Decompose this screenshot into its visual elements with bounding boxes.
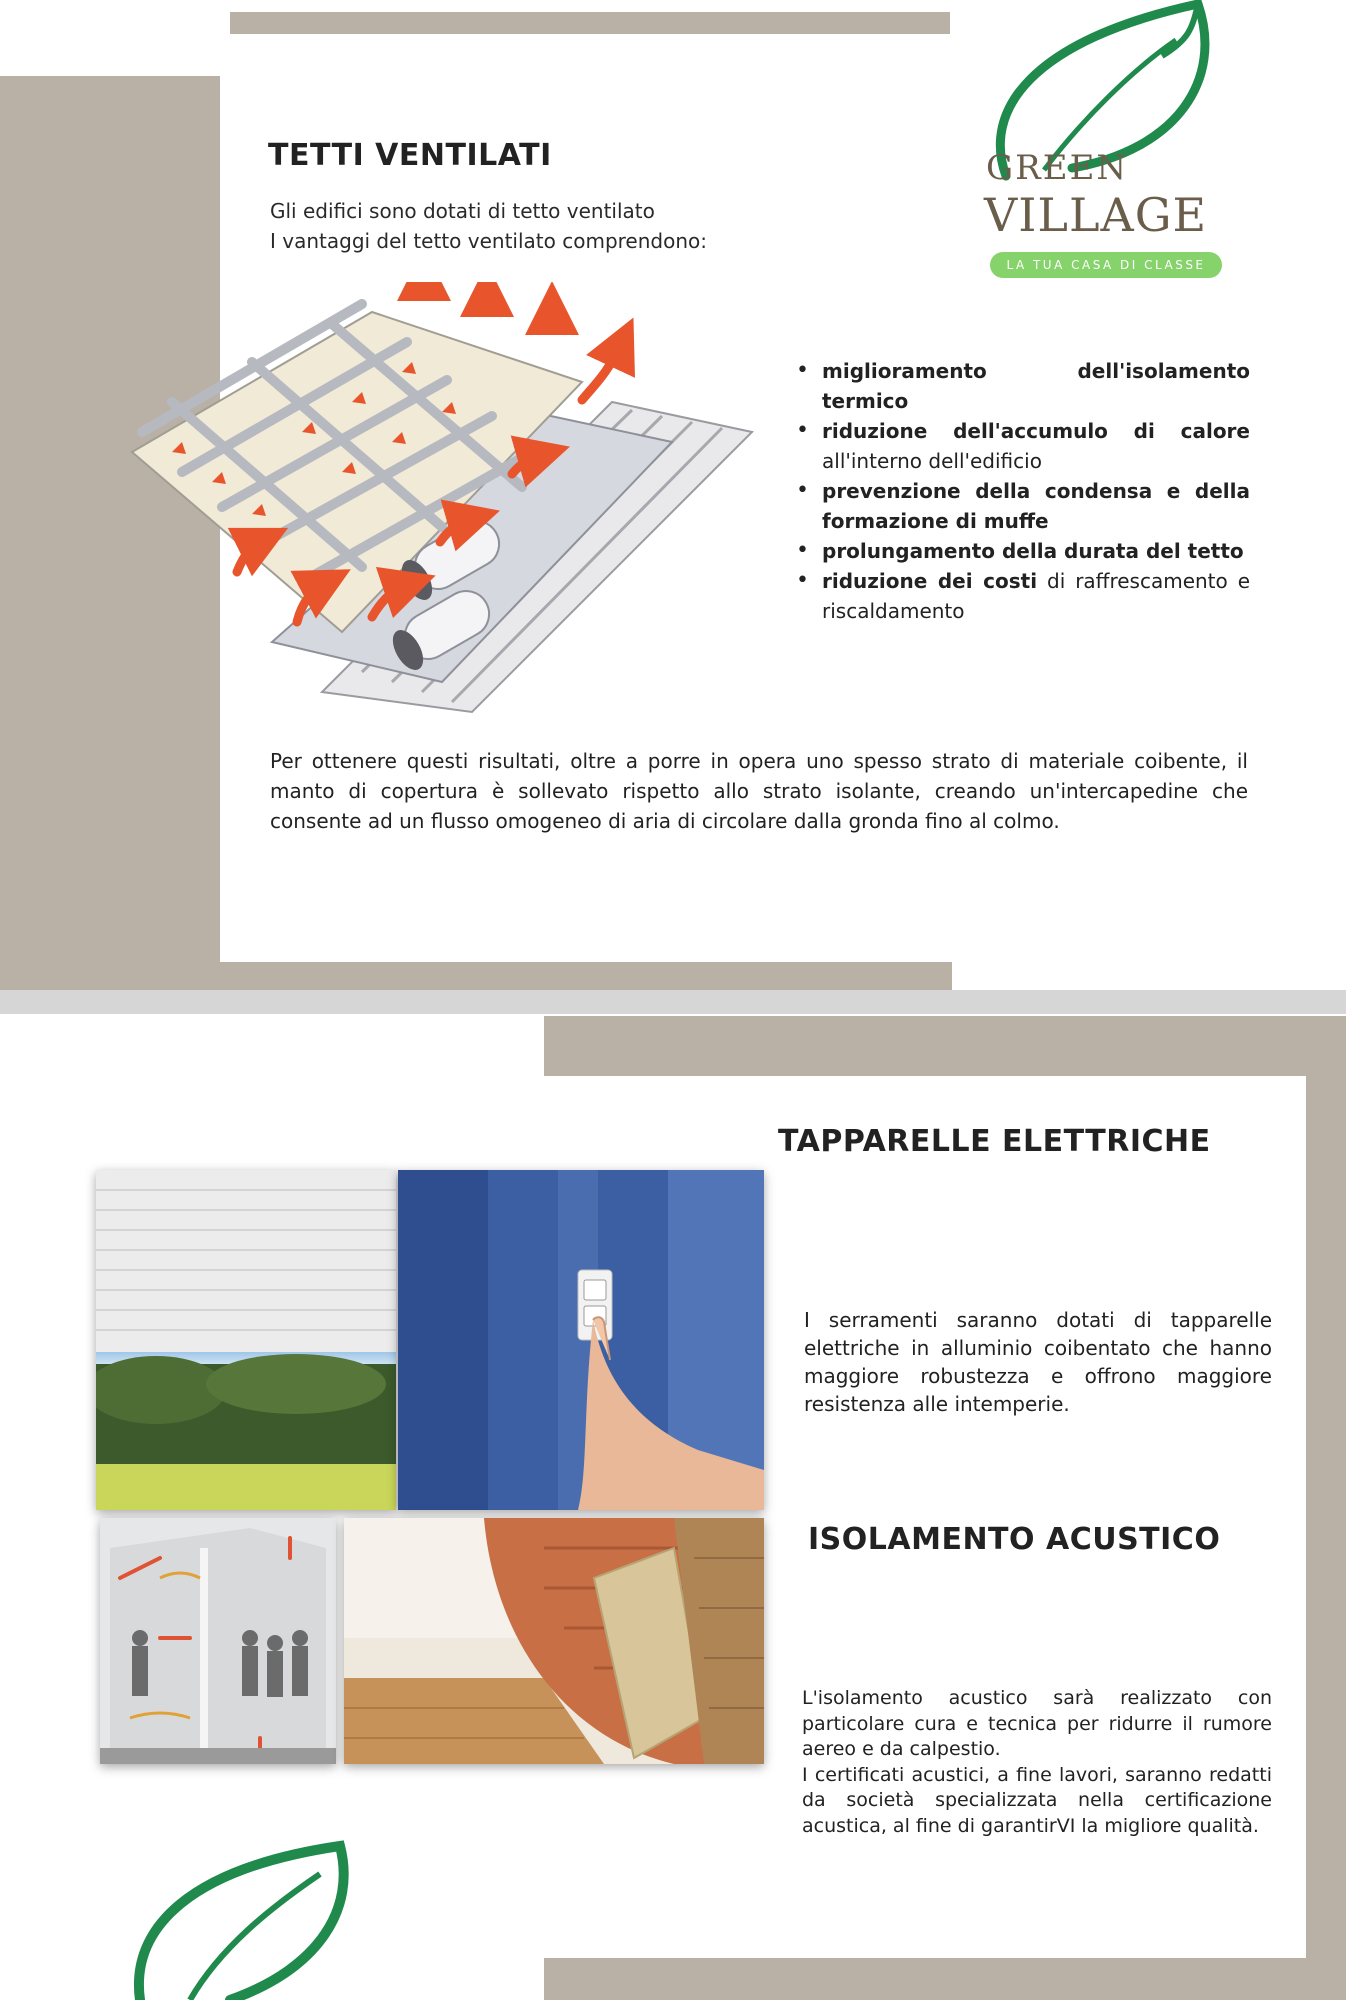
benefit-item	[790, 566, 1250, 626]
benefit-text: all'interno dell'edificio	[822, 449, 1042, 473]
acoustic-paragraph: I certificati acustici, a fine lavori, saranno redatti da società specializzata nella certificazione acustica, al fine di garantirVI la migliore qualità.	[802, 1763, 1272, 1837]
bottom-decor-bar	[544, 1958, 1346, 2000]
page1-title: TETTI VENTILATI	[268, 138, 552, 173]
section-text-acoustic	[802, 1686, 1272, 1839]
intro-line-2: I vantaggi del tetto ventilato comprendono:	[270, 229, 707, 253]
section-title-shutters: TAPPARELLE ELETTRICHE	[778, 1124, 1211, 1159]
benefit-item	[790, 356, 1250, 416]
right-decor-panel	[1306, 1016, 1346, 1980]
benefits-list	[790, 356, 1250, 626]
page-separator	[0, 990, 1346, 1014]
benefit-item	[790, 476, 1250, 536]
logo-text-village: VILLAGE	[984, 188, 1208, 242]
logo-text-green: GREEN	[986, 148, 1129, 188]
benefit-text-bold: miglioramento dell'isolamento termico	[822, 359, 1250, 413]
top-decor-bar	[230, 12, 950, 34]
logo-tagline: LA TUA CASA DI CLASSE	[990, 252, 1222, 278]
acoustic-paragraph: L'isolamento acustico sarà realizzato con particolare cura e tecnica per ridurre il rumore aereo e da calpestio.	[802, 1687, 1272, 1760]
page1-body-text: Per ottenere questi risultati, oltre a porre in opera uno spesso strato di materiale coibente, il manto di copertura è sollevato rispetto allo strato isolante, creando un'intercapedine che consente ad un flusso omogeneo di aria di circolare dalla gronda fino al colmo.	[270, 749, 1248, 833]
benefit-item	[790, 536, 1250, 566]
roller-shutter-photo	[96, 1170, 396, 1510]
benefit-text: di raffrescamento e riscaldamento	[822, 569, 1251, 623]
section-text-shutters: I serramenti saranno dotati di tapparelle elettriche in alluminio coibentato che hanno maggiore robustezza e offrono maggiore resistenza alle intemperie.	[804, 1308, 1272, 1416]
ventilated-roof-illustration	[112, 282, 762, 722]
shutter-switch-photo	[398, 1170, 764, 1510]
benefit-text-bold: prolungamento della durata del tetto	[822, 539, 1244, 563]
page1-intro	[270, 196, 707, 256]
wall-insulation-photo	[344, 1518, 764, 1764]
benefit-text-bold: riduzione dei costi	[822, 569, 1038, 593]
top-decor-bar	[544, 1016, 1310, 1076]
bottom-decor-bar	[220, 962, 952, 990]
benefit-text-bold: riduzione dell'accumulo di calore	[822, 419, 1250, 443]
section-title-acoustic: ISOLAMENTO ACUSTICO	[808, 1522, 1221, 1557]
leaf-icon	[120, 1838, 360, 2000]
benefit-item	[790, 416, 1250, 476]
acoustic-insulation-diagram	[100, 1518, 336, 1764]
benefit-text-bold: prevenzione della condensa e della formazione di muffe	[822, 479, 1250, 533]
intro-line-1: Gli edifici sono dotati di tetto ventilato	[270, 199, 655, 223]
leaf-icon	[962, 0, 1232, 290]
